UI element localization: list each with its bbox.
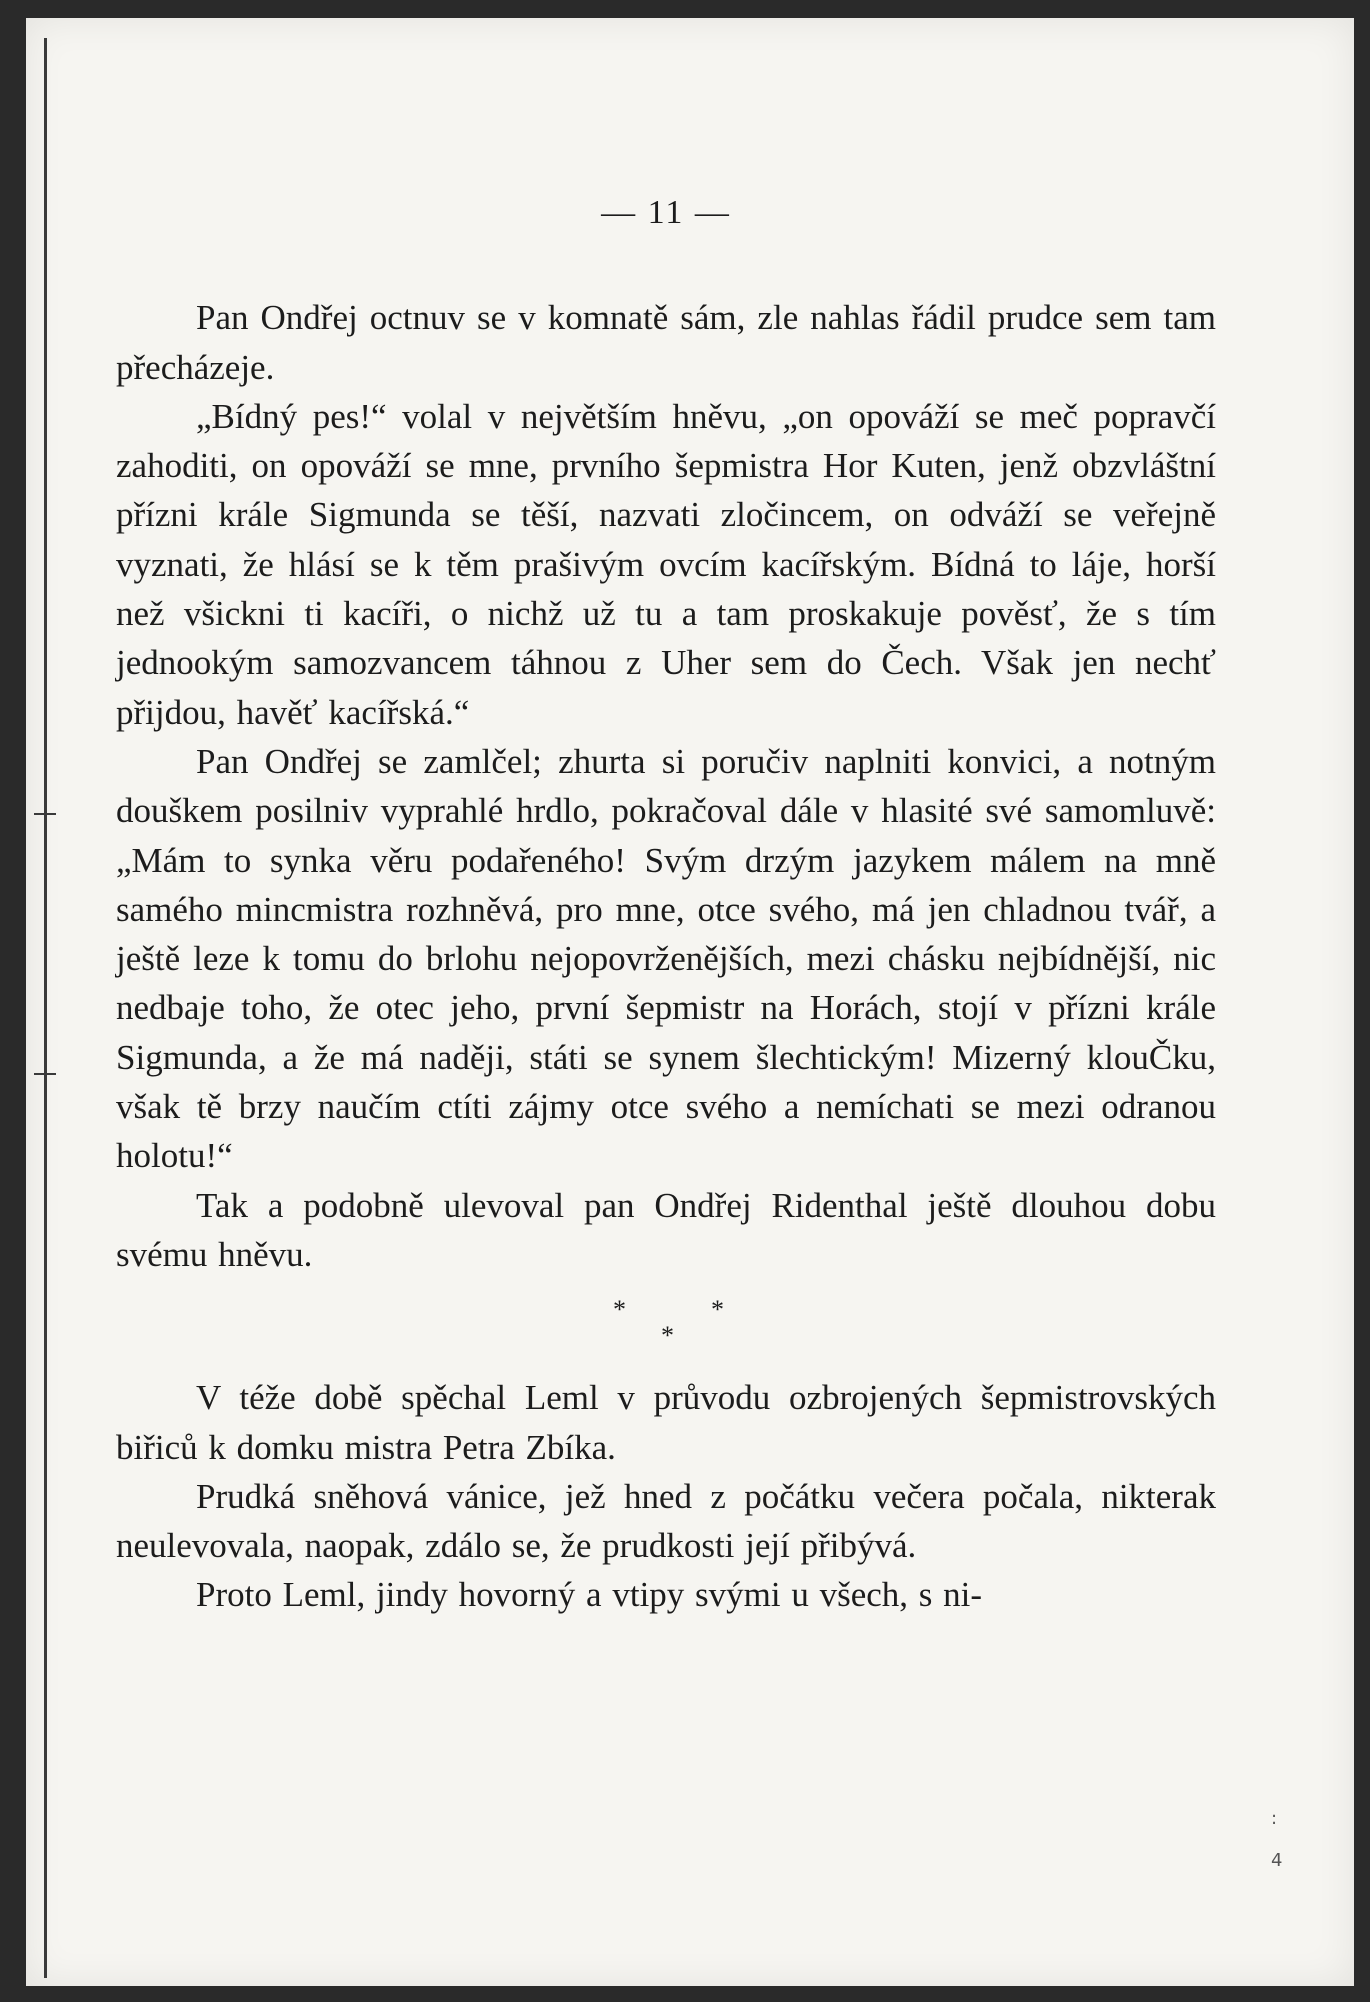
page-content [116, 188, 1216, 1620]
asterisk: * [711, 1295, 724, 1325]
paragraph: V téže době spěchal Leml v průvodu ozbrojených šepmistrovských biřiců k domku mistra Petra Zbíka. [116, 1378, 1216, 1467]
margin-tick [34, 1073, 56, 1075]
margin-marks [1271, 1808, 1282, 1872]
section-separator [116, 1297, 1216, 1359]
paragraph: Tak a podobně ulevoval pan Ondřej Ridenthal ještě dlouhou dobu svému hněvu. [116, 1185, 1216, 1274]
book-page [26, 18, 1354, 1986]
paragraph: Pan Ondřej octnuv se v komnatě sám, zle nahlas řádil prudce sem tam přecházeje. [116, 298, 1216, 387]
page-number: — 11 — [601, 194, 731, 231]
paragraph: Proto Leml, jindy hovorný a vtipy svými u všech, s ni- [196, 1575, 983, 1615]
asterisk: * [661, 1321, 674, 1351]
paragraph: „Bídný pes!“ volal v největším hněvu, „on opováží se meč popravčí zahoditi, on opováží se mne, prvního šepmistra Hor Kuten, jenž obzvláštní přízni krále Sigmunda se těší, nazvati zločincem, on odváží se veřejně vyznati, že hlásí se k těm prašivým ovcím kacířským. Bídná to láje, horší než všickni ti kacíři, o nichž už tu a tam proskakuje pověsť, že s tím jednookým samozvancem táhnou z Uher sem do Čech. Však jen nechť přijdou, havěť kacířská.“ [116, 396, 1216, 732]
margin-digit: 4 [1271, 1850, 1283, 1871]
binding-edge [44, 38, 47, 1978]
margin-dots: : [1271, 1808, 1278, 1829]
paragraph: Pan Ondřej se zamlčel; zhurta si poručiv naplniti konvici, a notným douškem posilniv vyprahlé hrdlo, pokračoval dále v hlasité své samomluvě: „Mám to synka věru podařeného! Svým drzým jazykem málem na mně samého mincmistra rozhněvá, pro mne, otce svého, má jen chladnou tvář, a ještě leze k tomu do brlohu nejopovrženějších, mezi chásku nejbídnější, nic nedbaje toho, že otec jeho, první šepmistr na Horách, stojí v přízni krále Sigmunda, a že má naději, státi se synem šlechtickým! Mizerný klouČku, však tě brzy naučím ctíti zájmy otce svého a nemíchati se mezi odranou holotu!“ [116, 741, 1216, 1176]
margin-tick [34, 813, 56, 815]
paragraph: Prudká sněhová vánice, jež hned z počátku večera počala, nikterak neulevovala, naopak, zdálo se, že prudkosti její přibývá. [116, 1476, 1216, 1566]
asterisk: * [613, 1295, 626, 1325]
